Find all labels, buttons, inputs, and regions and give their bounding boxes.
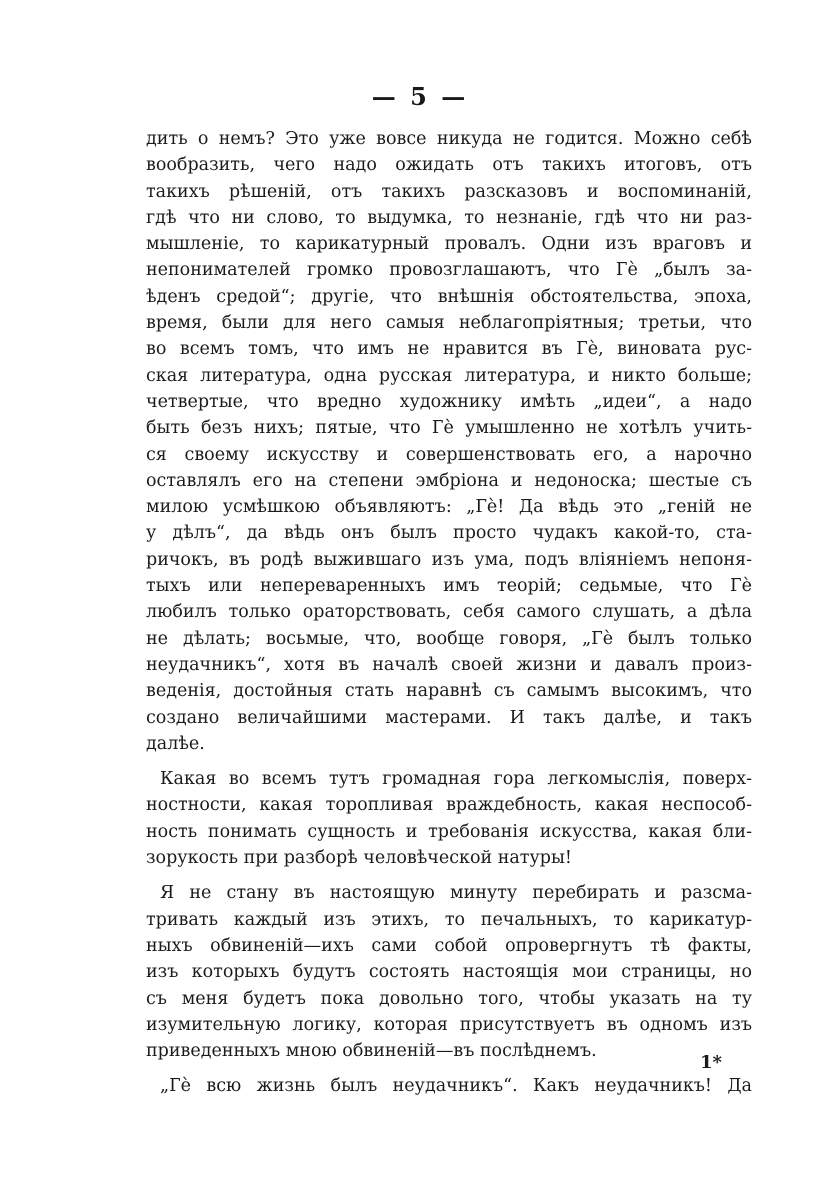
text-line: мышленіе, то карикатурный провалъ. Одни изъ враговъ и — [146, 234, 752, 255]
paragraph-gap — [146, 871, 752, 880]
page-number: — 5 — — [371, 82, 469, 111]
text-line: время, были для него самыя неблагопріятныя; третьи, что — [146, 313, 752, 334]
text-line: во всемъ томъ, что имъ не нравится въ Гè, виновата рус- — [146, 339, 752, 360]
paragraph — [146, 1073, 752, 1099]
text-line: ся своему искусству и совершенствовать его, а нарочно — [146, 444, 752, 465]
text-line: дить о немъ? Это уже вовсе никуда не годится. Можно себѣ — [146, 129, 752, 149]
text-line: изъ которыхъ будутъ состоять настоящія мои страницы, но — [146, 962, 752, 983]
text-line: тривать каждый изъ этихъ, то печальныхъ, то карикатур- — [146, 909, 752, 930]
printer-signature-mark: 1* — [700, 1052, 722, 1073]
text-line: Я не стану въ настоящую минуту перебирать и разсма- — [160, 883, 752, 904]
text-line: такихъ рѣшеній, отъ такихъ разсказовъ и воспоминаній, — [146, 181, 752, 202]
text-line: быть безъ нихъ; пятые, что Гè умышленно не хотѣлъ учить- — [146, 418, 752, 439]
text-line: ѣденъ средой“; другіе, что внѣшнія обстоятельства, эпоха, — [146, 286, 752, 307]
paragraph — [146, 880, 752, 1064]
paragraph-gap — [146, 1064, 752, 1073]
text-line: веденія, достойныя стать наравнѣ съ самымъ высокимъ, что — [146, 681, 752, 702]
text-line: ность понимать сущность и требованія искусства, какая бли- — [146, 821, 752, 842]
text-line: милою усмѣшкою объявляютъ: „Гè! Да вѣдь это „геній не — [146, 497, 752, 518]
text-line: тыхъ или непереваренныхъ имъ теорій; седьмые, что Гè — [146, 576, 752, 597]
text-line: любилъ только ораторствовать, себя самого слушать, а дѣла — [146, 602, 752, 623]
text-line: создано величайшими мастерами. И такъ далѣе, и такъ — [146, 707, 752, 728]
text-line: ричокъ, въ родѣ выжившаго изъ ума, подъ вліяніемъ непоня- — [146, 549, 752, 570]
text-line: ская литература, одна русская литература, и никто больше; — [146, 365, 752, 386]
text-line: непонимателей громко провозглашаютъ, что Гè „былъ за- — [146, 260, 752, 281]
text-line: вообразить, чего надо ожидать отъ такихъ итоговъ, отъ — [146, 155, 752, 176]
text-line: оставлялъ его на степени эмбріона и недоноска; шестые съ — [146, 470, 752, 491]
page-text — [146, 126, 752, 1100]
text-line: у дѣлъ“, да вѣдь онъ былъ просто чудакъ какой-то, ста- — [146, 523, 752, 544]
text-line: приведенныхъ мною обвиненій—въ послѣднемъ. — [146, 1041, 597, 1062]
text-line: зорукость при разборѣ человѣческой натуры! — [146, 848, 572, 869]
text-line: Какая во всемъ тутъ громадная гора легкомыслія, поверх- — [160, 769, 752, 790]
paragraph — [146, 766, 752, 871]
text-line: съ меня будетъ пока довольно того, чтобы указать на ту — [146, 988, 752, 1009]
text-line: ностности, какая торопливая враждебность, какая неспособ- — [146, 795, 752, 816]
paragraph — [146, 126, 752, 757]
paragraph-gap — [146, 757, 752, 766]
text-line: ныхъ обвиненій—ихъ сами собой опровергнутъ тѣ факты, — [146, 935, 752, 956]
text-line: „Гè всю жизнь былъ неудачникъ“. Какъ неудачникъ! Да — [160, 1076, 752, 1097]
text-line: четвертые, что вредно художнику имѣть „идеи“, а надо — [146, 391, 752, 412]
text-line: неудачникъ“, хотя въ началѣ своей жизни и давалъ произ- — [146, 654, 752, 675]
text-line: гдѣ что ни слово, то выдумка, то незнаніе, гдѣ что ни раз- — [146, 207, 752, 228]
text-line: далѣе. — [146, 733, 205, 754]
text-line: не дѣлать; восьмые, что, вообще говоря, „Гè былъ только — [146, 628, 752, 649]
text-line: изумительную логику, которая присутствуетъ въ одномъ изъ — [146, 1014, 752, 1035]
